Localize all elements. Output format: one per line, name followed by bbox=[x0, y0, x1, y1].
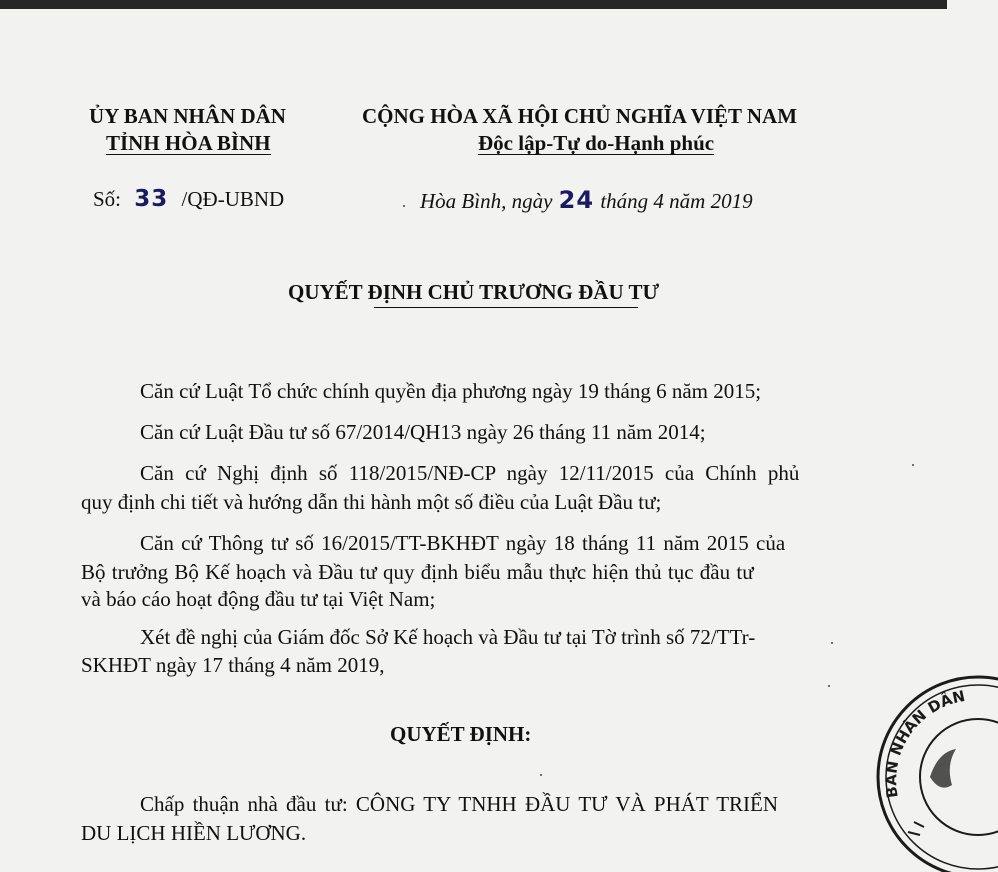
proposal-line1: Xét đề nghị của Giám đốc Sở Kế hoạch và Đầu tư tại Tờ trình số 72/TTr- bbox=[140, 625, 756, 649]
scan-speck bbox=[540, 774, 542, 776]
legal-basis-3-line1: Căn cứ Nghị định số 118/2015/NĐ-CP ngày 12/11/2015 của Chính phủ bbox=[140, 461, 800, 485]
scan-speck bbox=[831, 642, 833, 644]
approval-line1: Chấp thuận nhà đầu tư: CÔNG TY TNHH ĐẦU TƯ VÀ PHÁT TRIỂN bbox=[140, 792, 779, 816]
national-motto bbox=[478, 131, 714, 156]
document-page bbox=[0, 9, 967, 852]
legal-basis-4-line1: Căn cứ Thông tư số 16/2015/TT-BKHĐT ngày 18 tháng 11 năm 2015 của bbox=[140, 531, 786, 555]
legal-basis-3-line2: quy định chi tiết và hướng dẫn thi hành một số điều của Luật Đầu tư; bbox=[81, 490, 662, 514]
top-bar bbox=[0, 0, 947, 9]
document-date-prefix: Hòa Bình, ngày bbox=[420, 189, 553, 213]
national-motto-text: Độc lập-Tự do-Hạnh phúc bbox=[478, 131, 715, 155]
agency-name-line1: ỦY BAN NHÂN DÂN bbox=[89, 104, 286, 128]
approval-line2: DU LỊCH HIỀN LƯƠNG. bbox=[81, 821, 307, 845]
legal-basis-2: Căn cứ Luật Đầu tư số 67/2014/QH13 ngày 26 tháng 11 năm 2014; bbox=[140, 420, 706, 444]
proposal-line2: SKHĐT ngày 17 tháng 4 năm 2019, bbox=[81, 653, 385, 677]
scan-speck bbox=[912, 464, 914, 466]
document-title: QUYẾT ĐỊNH CHỦ TRƯƠNG ĐẦU TƯ bbox=[288, 280, 660, 304]
document-number bbox=[93, 186, 284, 212]
document-number-suffix: /QĐ-UBND bbox=[181, 187, 285, 211]
seal-text: BAN NHÂN DÂN bbox=[882, 686, 967, 800]
seal-emblem bbox=[930, 749, 956, 788]
document-number-value: 33 bbox=[134, 186, 169, 212]
scan-speck bbox=[403, 205, 405, 207]
seal-marks bbox=[908, 822, 924, 835]
agency-name-line2-text: TỈNH HÒA BÌNH bbox=[106, 131, 271, 155]
document-date-day: 24 bbox=[558, 186, 595, 214]
title-underline bbox=[374, 307, 638, 308]
official-seal bbox=[868, 657, 998, 872]
decision-heading: QUYẾT ĐỊNH: bbox=[390, 722, 532, 746]
scan-speck bbox=[828, 685, 830, 687]
document-date bbox=[420, 186, 753, 214]
agency-name-line2 bbox=[106, 131, 271, 156]
legal-basis-4-line2: Bộ trưởng Bộ Kế hoạch và Đầu tư quy định biểu mẫu thực hiện thủ tục đầu tư bbox=[81, 560, 754, 584]
legal-basis-4-line3: và báo cáo hoạt động đầu tư tại Việt Nam; bbox=[81, 587, 436, 611]
document-date-suffix: tháng 4 năm 2019 bbox=[600, 189, 753, 213]
document-number-prefix: Số: bbox=[93, 187, 122, 211]
national-title: CỘNG HÒA XÃ HỘI CHỦ NGHĨA VIỆT NAM bbox=[362, 104, 798, 128]
legal-basis-1: Căn cứ Luật Tổ chức chính quyền địa phương ngày 19 tháng 6 năm 2015; bbox=[140, 379, 762, 403]
